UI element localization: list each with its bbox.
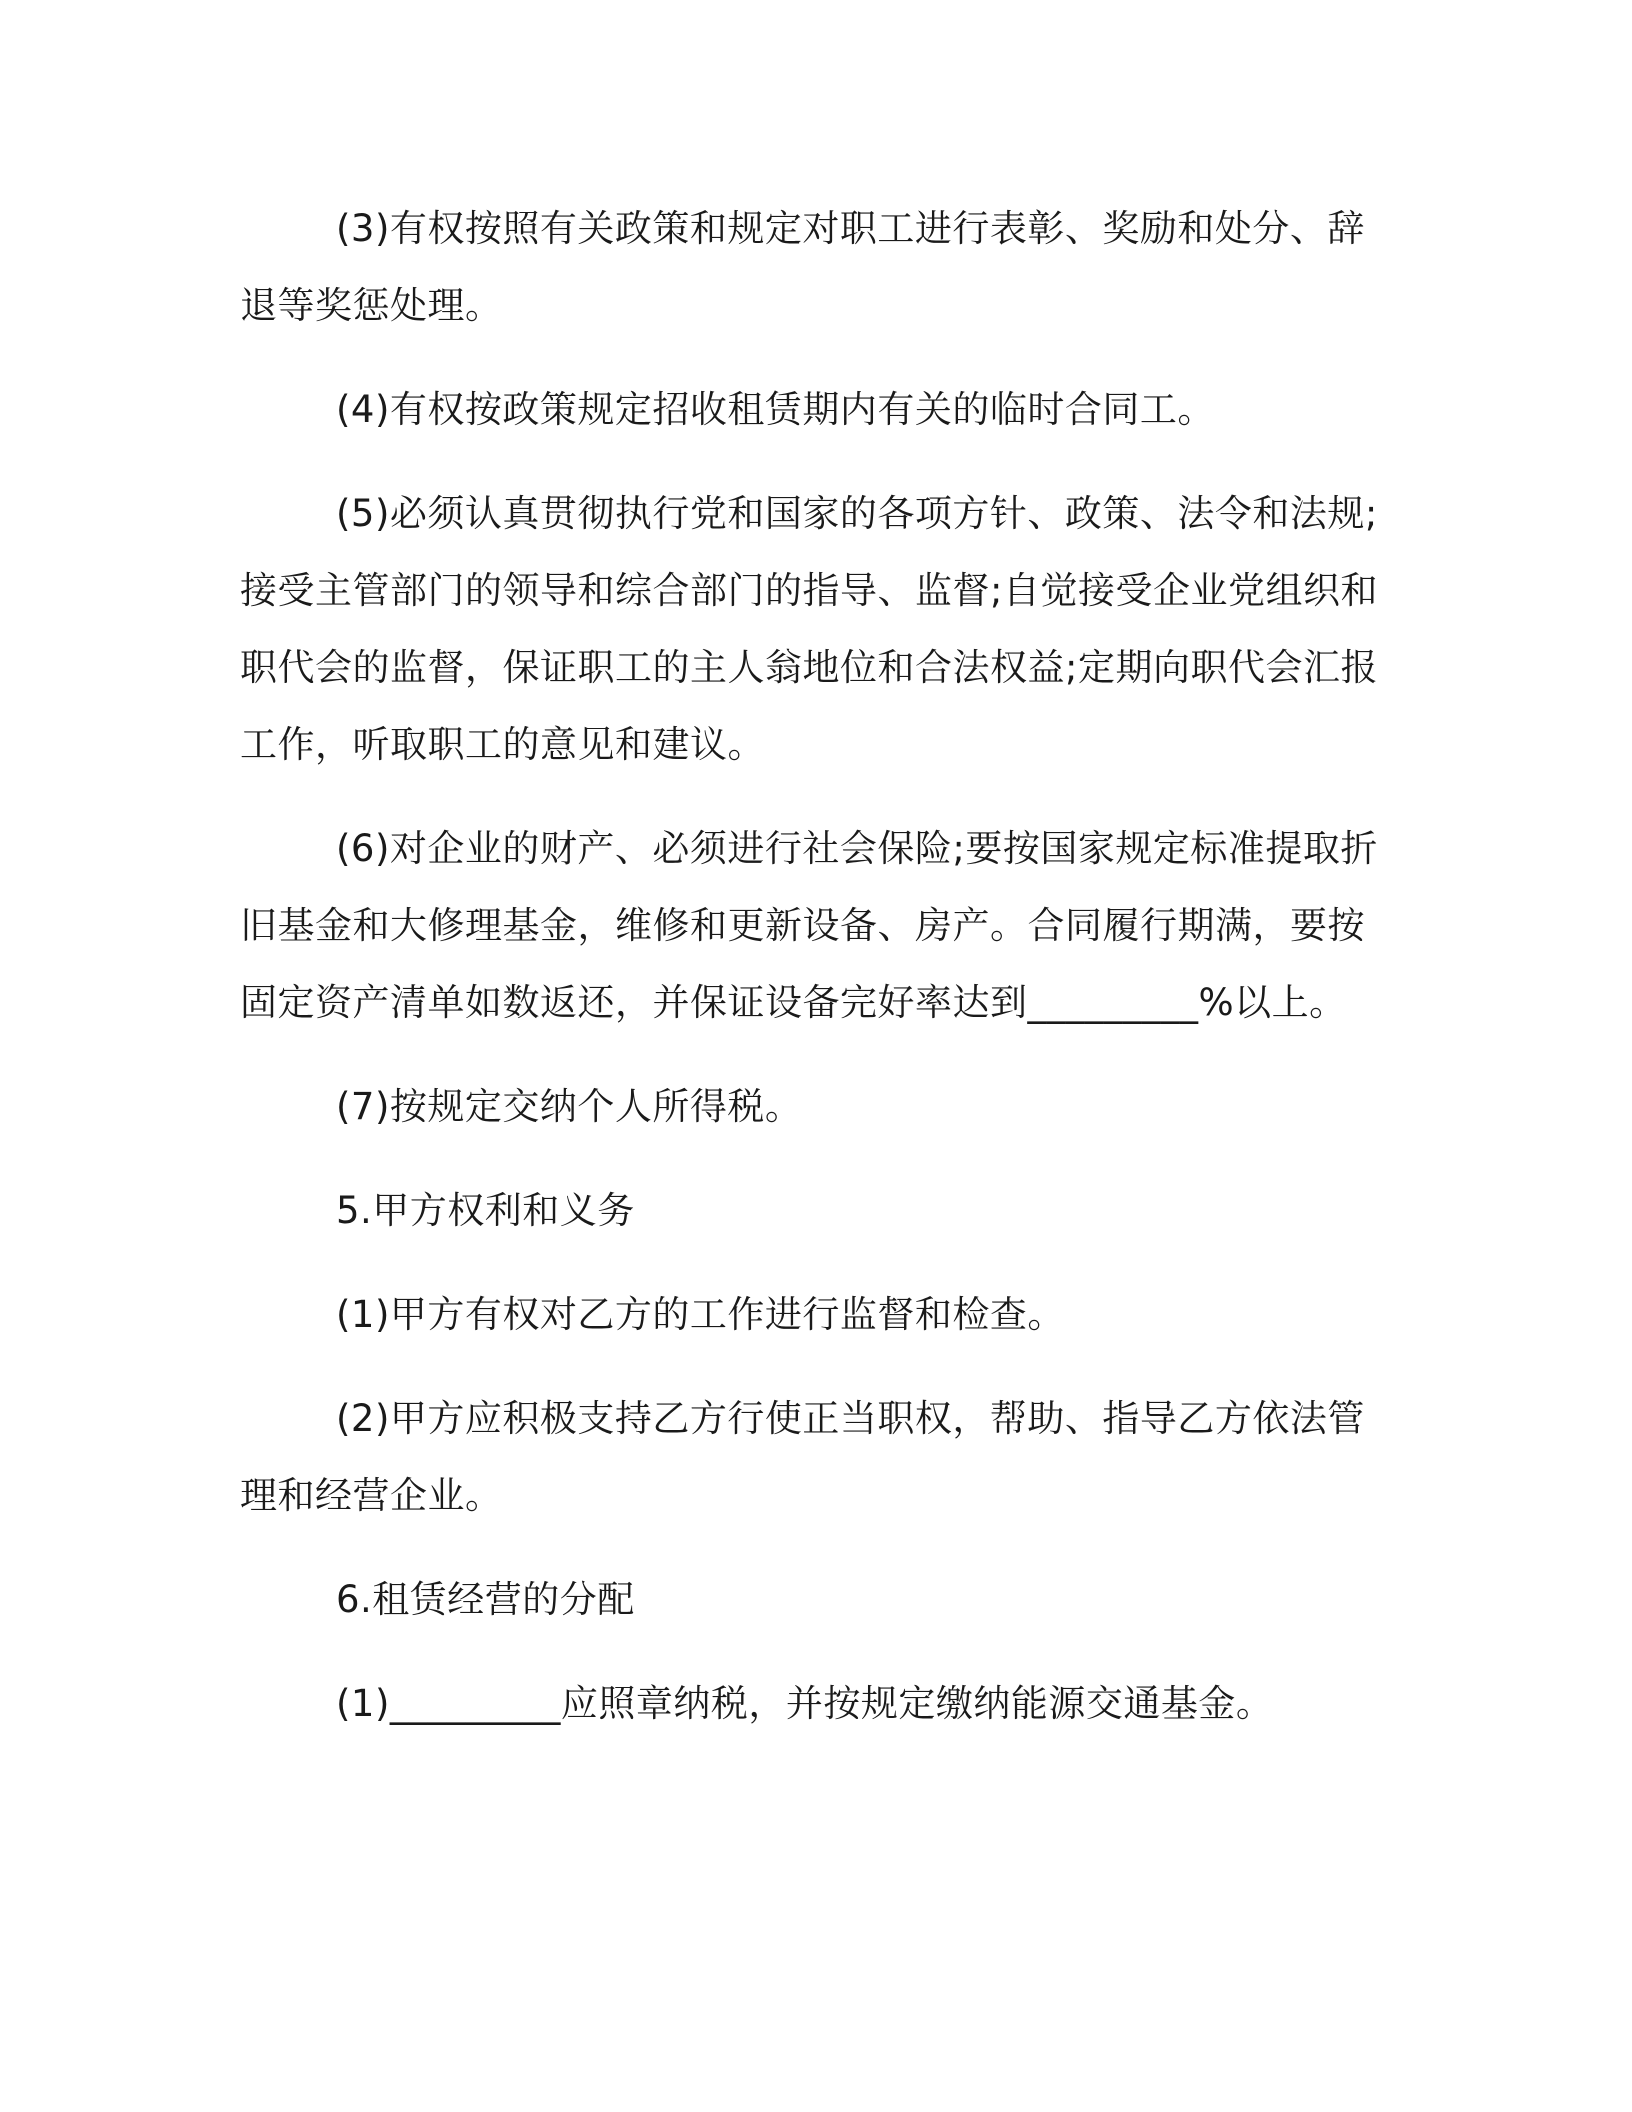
section-5-clause-1: (1)甲方有权对乙方的工作进行监督和检查。 xyxy=(336,1293,1065,1336)
clause-7-income-tax: (7)按规定交纳个人所得税。 xyxy=(336,1085,803,1128)
clause-4-temporary-workers: (4)有权按政策规定招收租赁期内有关的临时合同工。 xyxy=(336,388,1215,431)
clause-3-rewards-penalties: (3)有权按照有关政策和规定对职工进行表彰、奖励和处分、辞退等奖惩处理。 xyxy=(240,207,1365,327)
clause-6-property-insurance: (6)对企业的财产、必须进行社会保险;要按国家规定标准提取折旧基金和大修理基金，维修和更新设备、房产。合同履行期满，要按固定资产清单如数返还，并保证设备完好率达到_________%以上。 xyxy=(240,827,1378,1024)
section-6-heading: 6.租赁经营的分配 xyxy=(336,1578,635,1621)
document-body xyxy=(240,190,1392,1769)
section-5-heading: 5.甲方权利和义务 xyxy=(336,1189,635,1232)
section-5-clause-2: (2)甲方应积极支持乙方行使正当职权，帮助、指导乙方依法管理和经营企业。 xyxy=(240,1397,1365,1517)
section-6-clause-1: (1)_________应照章纳税，并按规定缴纳能源交通基金。 xyxy=(336,1682,1274,1725)
clause-5-policy-compliance: (5)必须认真贯彻执行党和国家的各项方针、政策、法令和法规;接受主管部门的领导和综合部门的指导、监督;自觉接受企业党组织和职代会的监督，保证职工的主人翁地位和合法权益;定期向职代会汇报工作，听取职工的意见和建议。 xyxy=(240,492,1378,766)
